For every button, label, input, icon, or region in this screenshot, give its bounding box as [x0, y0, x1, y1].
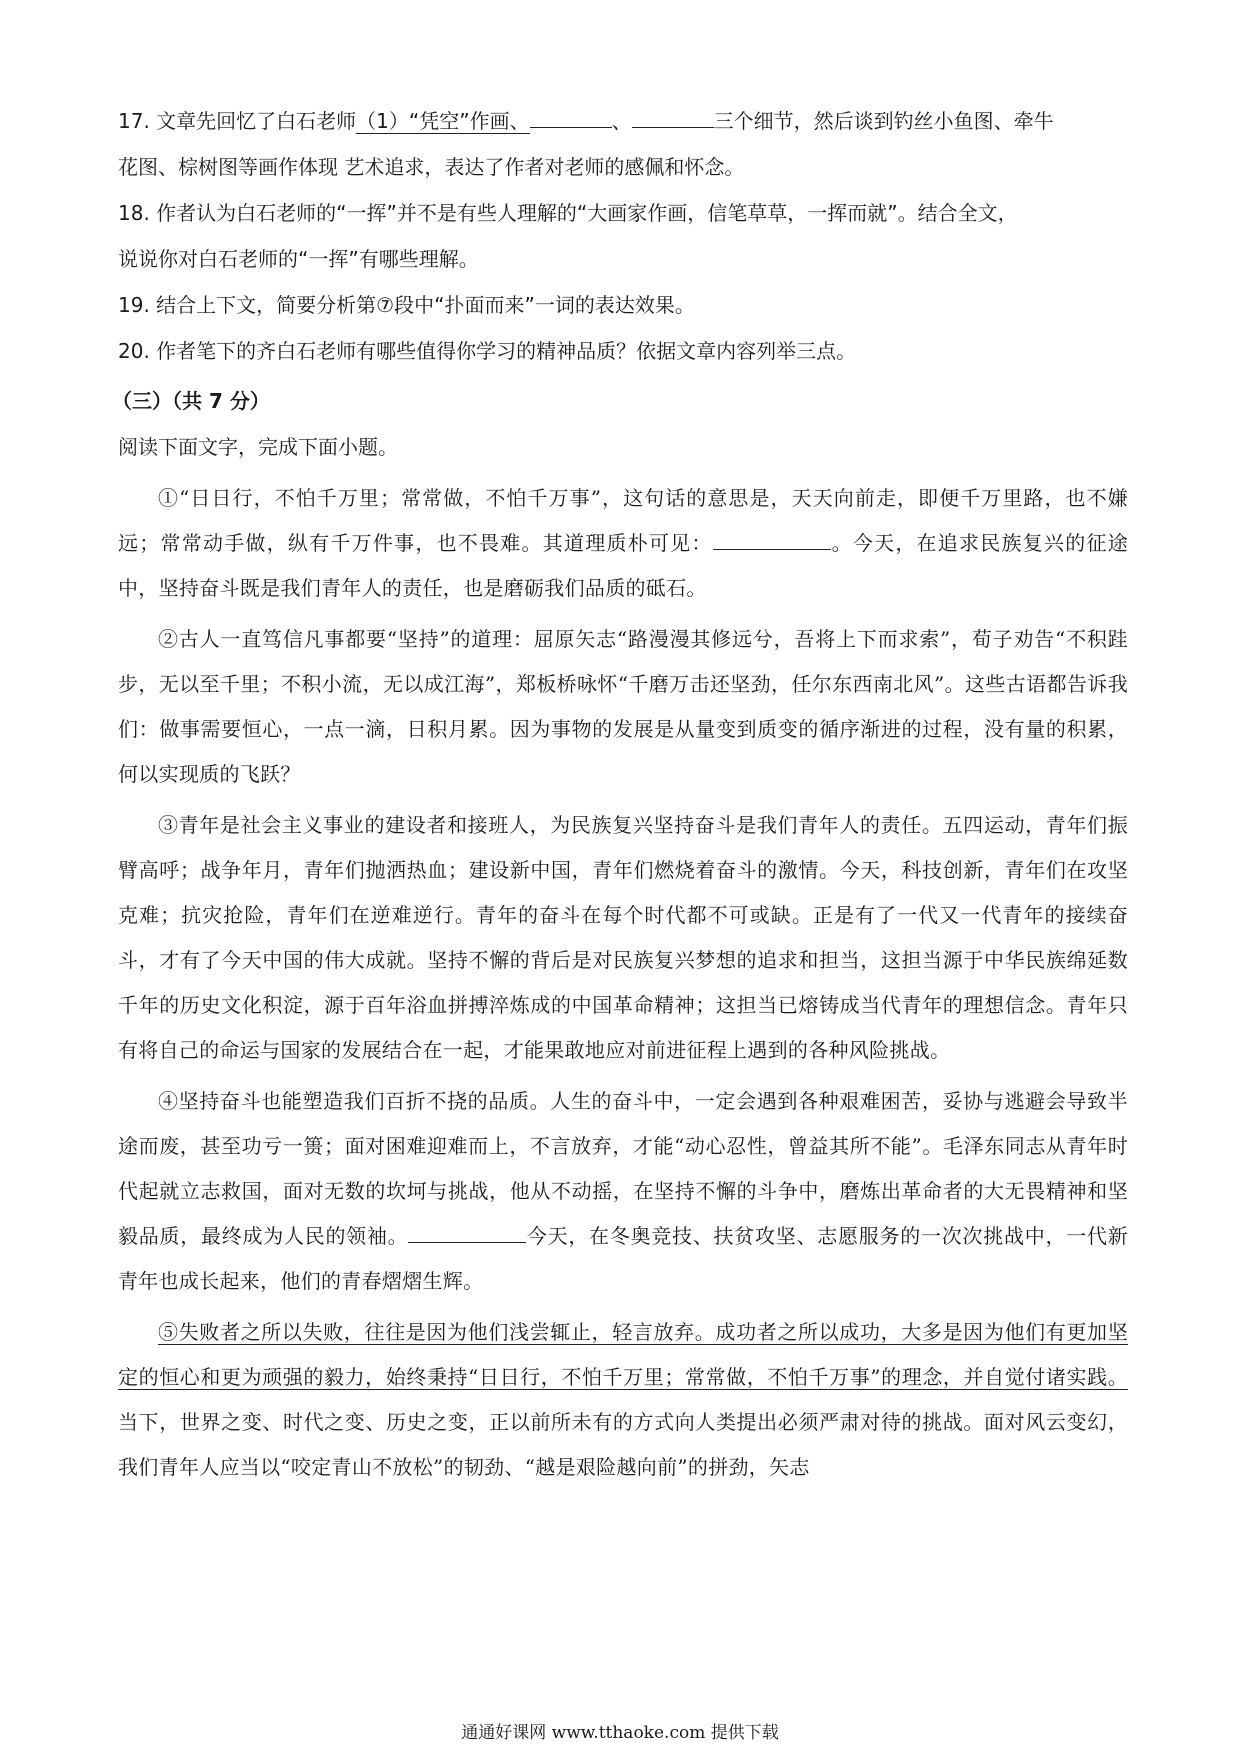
- question-text: 作者认为白石老师的“一挥”并不是有些人理解的“大画家作画，信笔草草，一挥而就”。结合全文，: [156, 201, 1018, 225]
- paragraph-3: ③青年是社会主义事业的建设者和接班人，为民族复兴坚持奋斗是我们青年人的责任。五四运动，青年们振臂高呼；战争年月，青年们抛洒热血；建设新中国，青年们燃烧着奋斗的激情。今天，科技创新，青年们在攻坚克难；抗灾抢险，青年们在逆难逆行。青年的奋斗在每个时代都不可或缺。正是有了一代又一代青年的接续奋斗，才有了今天中国的伟大成就。坚持不懈的背后是对民族复兴梦想的追求和担当，这担当源于中华民族绵延数千年的历史文化积淀，源于百年浴血拼搏淬炼成的中国革命精神；这担当已熔铸成当代青年的理想信念。青年只有将自己的命运与国家的发展结合在一起，才能果敢地应对前进征程上遇到的各种风险挑战。: [118, 813, 1128, 1062]
- question-text: 说说你对白石老师的“一挥”有哪些理解。: [118, 247, 479, 271]
- footer-suffix: 提供下载: [710, 1723, 779, 1743]
- answer-blank[interactable]: [632, 105, 714, 128]
- question-text: 结合上下文，简要分析第⑦段中“扑面而来”一词的表达效果。: [156, 293, 695, 317]
- paragraph-5: [118, 1310, 1128, 1490]
- question-18: [118, 190, 1128, 282]
- footer-url[interactable]: www.tthaoke.com: [551, 1723, 706, 1743]
- question-number: 17.: [118, 109, 150, 133]
- question-text: 三个细节，然后谈到钓丝小鱼图、牵牛: [713, 109, 1054, 133]
- document-page: [112, 98, 1129, 1490]
- separator: 、: [611, 109, 632, 133]
- underlined-sentence: ⑤失败者之所以失败，往往是因为他们浅尝辄止，轻言放弃。成功者之所以成功，大多是因为他们有更加坚定的恒心和更为顽强的毅力，始终秉持“日日行，不怕千万里；常常做，不怕千万事”的理念，并自觉付诸实践。: [118, 1320, 1128, 1389]
- underlined-text: （1）“凭空”作画、: [356, 109, 530, 133]
- question-number: 19.: [118, 293, 150, 317]
- answer-blank[interactable]: [408, 1220, 526, 1243]
- question-number: 20.: [118, 339, 150, 363]
- paragraph-1: [118, 476, 1128, 611]
- paragraph-text: 。今天，在追求民族复兴的征途中，坚持奋斗既是我们青年人的责任，也是磨砺我们品质的砥石。: [118, 531, 1129, 600]
- section-instruction: 阅读下面文字，完成下面小题。: [118, 435, 398, 459]
- page-footer: [0, 1718, 1240, 1743]
- footer-site-name: 通通好课网: [461, 1723, 547, 1743]
- question-text: 文章先回忆了白石老师: [156, 109, 357, 133]
- paragraph-4: [118, 1079, 1128, 1304]
- paragraph-text: 当下，世界之变、时代之变、历史之变，正以前所未有的方式向人类提出必须严肃对待的挑战。面对风云变幻，我们青年人应当以“咬定青山不放松”的韧劲、“越是艰险越向前”的拼劲，矢志: [118, 1410, 1128, 1479]
- answer-blank[interactable]: [713, 527, 831, 550]
- section-heading: （三）（共 7 分）: [112, 389, 270, 413]
- question-19: [118, 282, 1128, 328]
- paragraph-text: ①“日日行，不怕千万里；常常做，不怕千万事”，这句话的意思是，天天向前走，即便千万里路，也不嫌远；常常动手做，纵有千万件事，也不畏难。其道理质朴可见：: [118, 486, 1128, 555]
- paragraph-2: ②古人一直笃信凡事都要“坚持”的道理：屈原矢志“路漫漫其修远兮，吾将上下而求索”，荀子劝告“不积跬步，无以至千里；不积小流，无以成江海”，郑板桥咏怀“千磨万击还坚劲，任尔东西南北风”。这些古语都告诉我们：做事需要恒心，一点一滴，日积月累。因为事物的发展是从量变到质变的循序渐进的过程，没有量的积累，何以实现质的飞跃？: [118, 627, 1128, 786]
- question-20: [118, 328, 1128, 374]
- question-text: 作者笔下的齐白石老师有哪些值得你学习的精神品质？依据文章内容列举三点。: [156, 339, 857, 363]
- answer-blank[interactable]: [530, 105, 612, 128]
- question-text: 花图、棕树图等画作体现 艺术追求，表达了作者对老师的感佩和怀念。: [118, 155, 745, 179]
- question-number: 18.: [118, 201, 150, 225]
- paragraph-text: 今天，在冬奥竞技、扶贫攻坚、志愿服务的一次次挑战中，一代新青年也成长起来，他们的青春熠熠生辉。: [118, 1224, 1128, 1293]
- question-17: [118, 98, 1128, 190]
- paragraph-text: ④坚持奋斗也能塑造我们百折不挠的品质。人生的奋斗中，一定会遇到各种艰难困苦，妥协与逃避会导致半途而废，甚至功亏一篑；面对困难迎难而上，不言放弃，才能“动心忍性，曾益其所不能”。毛泽东同志从青年时代起就立志救国，面对无数的坎坷与挑战，他从不动摇，在坚持不懈的斗争中，磨炼出革命者的大无畏精神和坚毅品质，最终成为人民的领袖。: [118, 1089, 1128, 1248]
